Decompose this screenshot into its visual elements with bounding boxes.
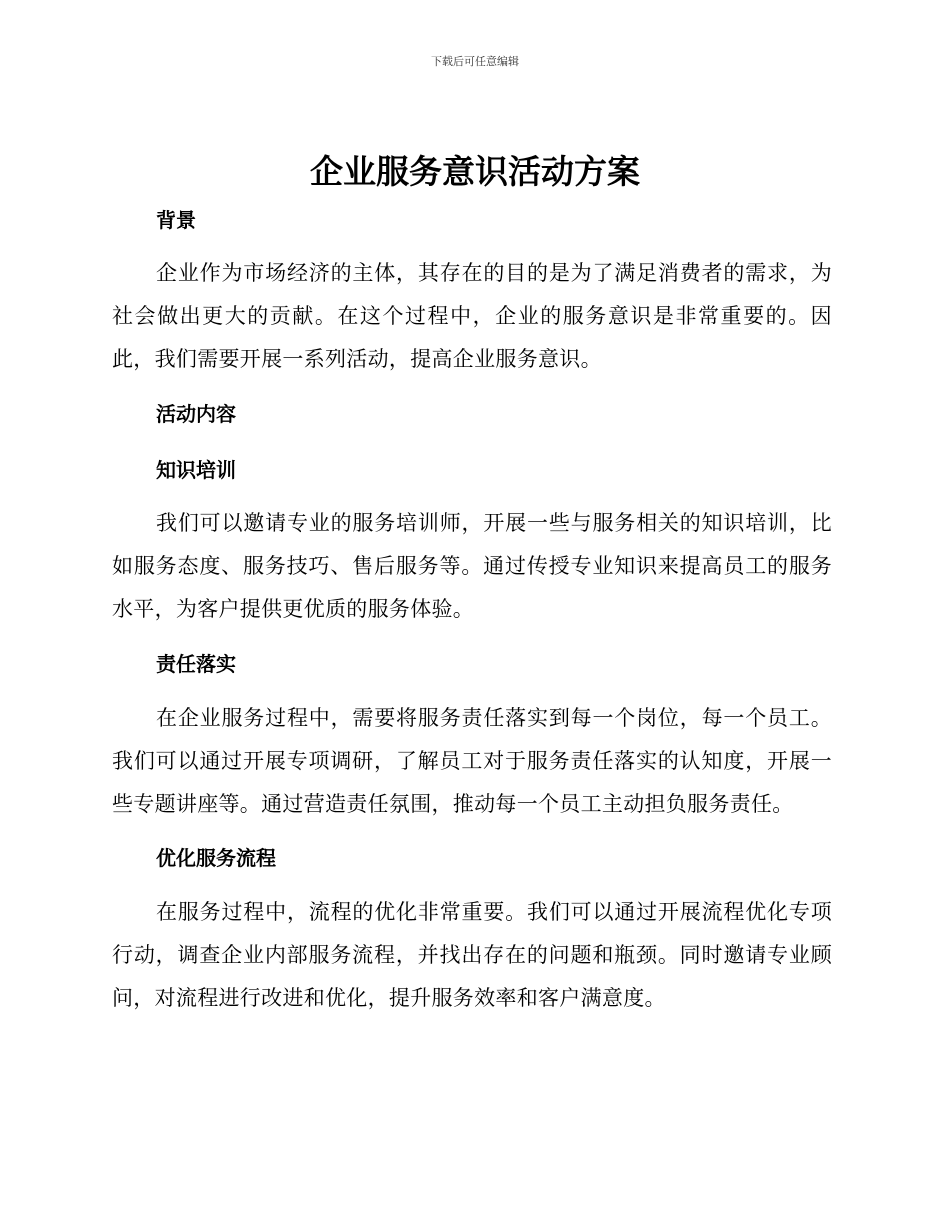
section-paragraph-responsibility: 在企业服务过程中，需要将服务责任落实到每一个岗位，每一个员工。我们可以通过开展专项调研，了解员工对于服务责任落实的认知度，开展一些专题讲座等。通过营造责任氛围，推动每一个员工主动担负服务责任。	[112, 706, 832, 816]
section-heading-process-optimization: 优化服务流程	[156, 846, 276, 870]
section-paragraph-knowledge-training: 我们可以邀请专业的服务培训师，开展一些与服务相关的知识培训，比如服务态度、服务技巧、售后服务等。通过传授专业知识来提高员工的服务水平，为客户提供更优质的服务体验。	[112, 511, 832, 621]
section-heading-responsibility: 责任落实	[156, 652, 236, 676]
section-paragraph-background: 企业作为市场经济的主体，其存在的目的是为了满足消费者的需求，为社会做出更大的贡献。在这个过程中，企业的服务意识是非常重要的。因此，我们需要开展一系列活动，提高企业服务意识。	[112, 261, 832, 371]
section-heading-knowledge-training: 知识培训	[156, 458, 236, 482]
section-heading-background: 背景	[156, 208, 196, 232]
page-header-note: 下载后可任意编辑	[431, 55, 519, 68]
section-paragraph-process-optimization: 在服务过程中，流程的优化非常重要。我们可以通过开展流程优化专项行动，调查企业内部服务流程，并找出存在的问题和瓶颈。同时邀请专业顾问，对流程进行改进和优化，提升服务效率和客户满意度。	[112, 900, 832, 1010]
document-title: 企业服务意识活动方案	[310, 152, 640, 191]
section-heading-activity-content: 活动内容	[156, 402, 236, 426]
